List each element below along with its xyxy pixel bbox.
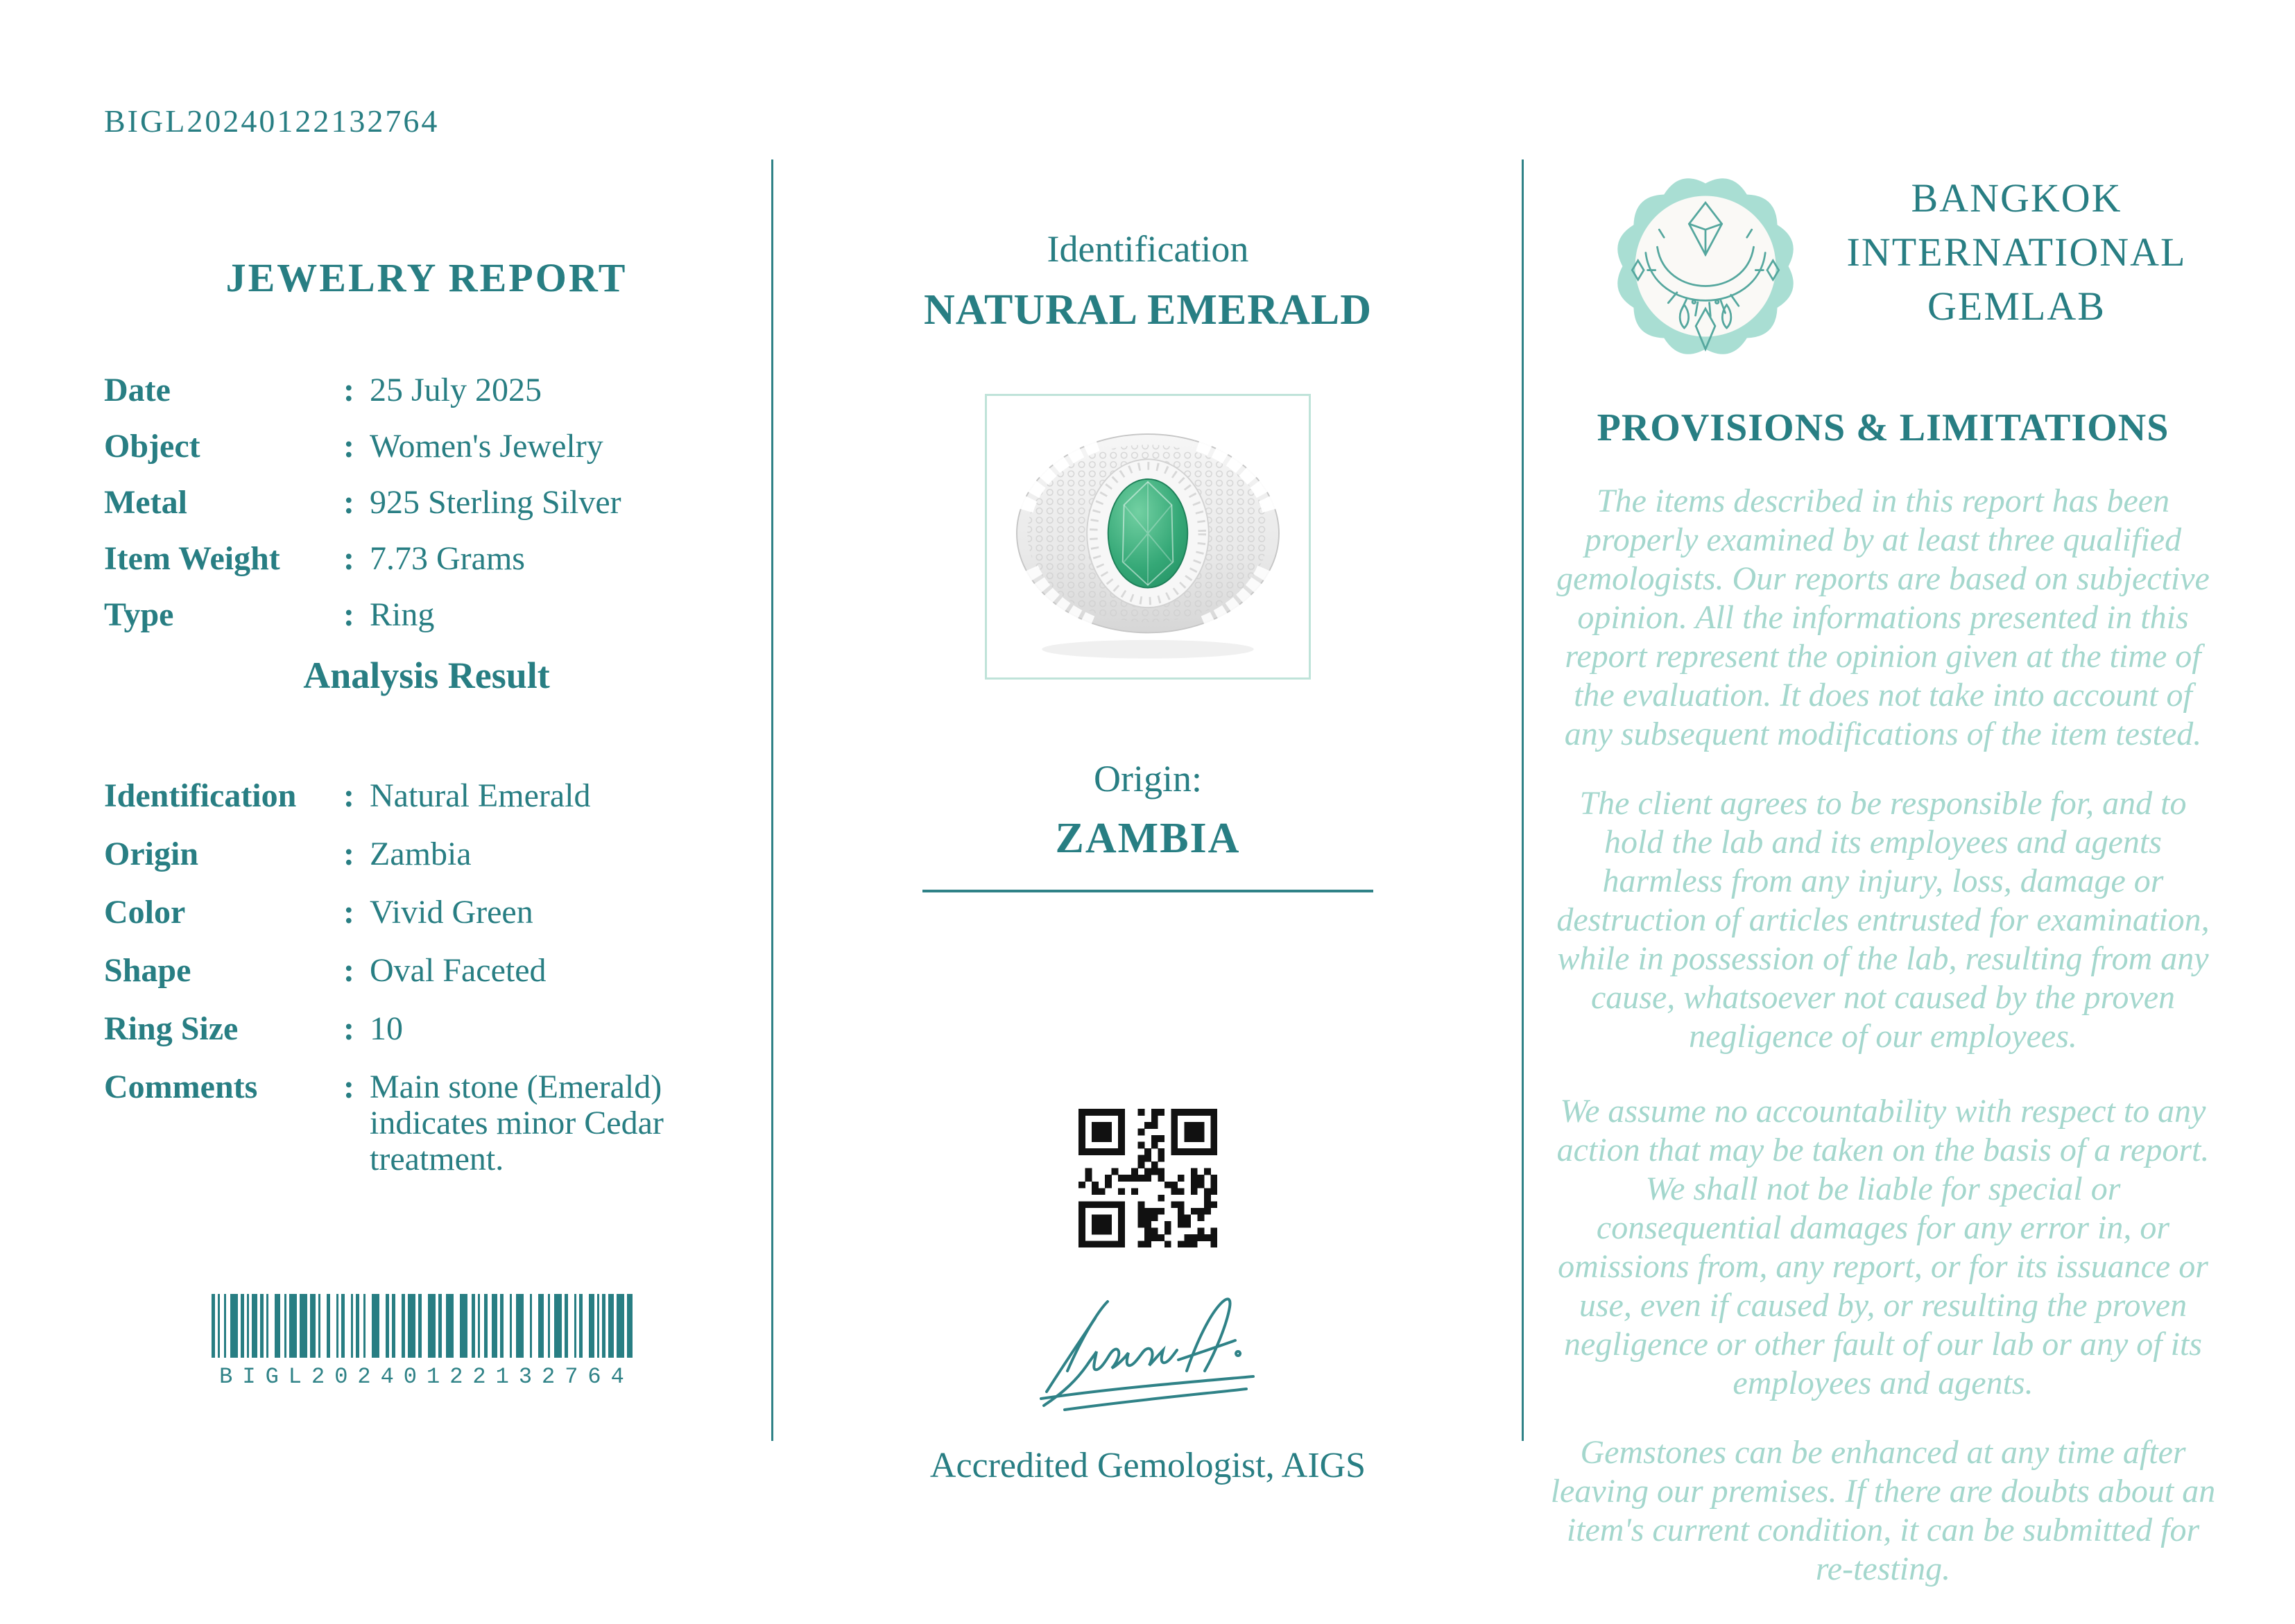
qr-code xyxy=(1078,1109,1217,1247)
colon: : xyxy=(343,371,354,408)
barcode-bars-icon xyxy=(212,1294,642,1358)
gemlab-logo-icon xyxy=(1609,170,1802,363)
analysis-value: Vivid Green xyxy=(370,894,533,931)
detail-label: Metal xyxy=(104,483,187,521)
colon: : xyxy=(343,952,354,990)
emerald-ring-icon xyxy=(1002,404,1293,669)
qr-code-icon xyxy=(1078,1109,1217,1247)
colon: : xyxy=(343,427,354,465)
lab-name-line: INTERNATIONAL xyxy=(1846,230,2187,275)
barcode xyxy=(212,1294,642,1390)
identification-heading: Identification xyxy=(1047,228,1249,270)
analysis-result-title: Analysis Result xyxy=(303,654,550,696)
detail-value: Women's Jewelry xyxy=(370,427,603,465)
detail-row-date xyxy=(104,372,749,408)
detail-label: Type xyxy=(104,596,174,633)
gemologist-signature xyxy=(1013,1288,1283,1433)
origin-divider-line xyxy=(922,890,1373,892)
colon: : xyxy=(343,1010,354,1048)
colon: : xyxy=(343,596,354,633)
analysis-value: Main stone (Emerald) indicates minor Cedar treatment. xyxy=(370,1069,664,1178)
colon: : xyxy=(343,483,354,521)
analysis-rows xyxy=(104,778,749,1177)
colon: : xyxy=(343,836,354,873)
analysis-label: Shape xyxy=(104,952,191,990)
detail-value: Ring xyxy=(370,596,435,633)
provisions-paragraph-4: Gemstones can be enhanced at any time after leaving our premises. If there are doubts about an item's current condition, it can be submitted for re-testing. xyxy=(1550,1434,2216,1588)
column-divider-right xyxy=(1522,159,1524,1441)
analysis-label: Color xyxy=(104,894,186,931)
analysis-value: 10 xyxy=(370,1010,403,1048)
detail-label: Date xyxy=(104,371,171,408)
analysis-value: Oval Faceted xyxy=(370,952,547,990)
provisions-paragraph-3: We assume no accountability with respect to any action that may be taken on the basis of a report. We shall not be liable for special or consequential damages for any error in, or omissions from, any report, or for its issuance or use, even if caused by, or resulting the proven negligence or other fault of our lab or any of its employees and agents. xyxy=(1556,1093,2210,1402)
identification-result: NATURAL EMERALD xyxy=(924,286,1372,334)
column-divider-left xyxy=(771,159,773,1441)
ring-photo xyxy=(985,394,1311,680)
analysis-row-ring-size xyxy=(104,1011,749,1047)
provisions-heading: PROVISIONS & LIMITATIONS xyxy=(1597,406,2169,449)
analysis-value: Zambia xyxy=(370,836,472,873)
detail-row-metal xyxy=(104,485,749,521)
detail-value: 925 Sterling Silver xyxy=(370,483,621,521)
colon: : xyxy=(343,539,354,577)
analysis-row-shape xyxy=(104,953,749,989)
provisions-paragraph-1: The items described in this report has been properly examined by at least three qualified gemologists. Our reports are based on subjective opinion. All the informations presented in this report represent the opinion given at the time of the evaluation. It does not take into account of any subsequent modifications of the item tested. xyxy=(1556,483,2210,753)
certificate-number: BIGL20240122132764 xyxy=(104,103,440,139)
analysis-row-color xyxy=(104,895,749,931)
barcode-text: BIGL20240122132764 xyxy=(219,1364,634,1390)
analysis-label: Ring Size xyxy=(104,1010,239,1048)
detail-rows xyxy=(104,372,749,633)
analysis-value: Natural Emerald xyxy=(370,777,591,815)
analysis-row-origin xyxy=(104,836,749,872)
lab-column xyxy=(1550,163,2216,1589)
detail-row-item-weight xyxy=(104,541,749,577)
report-title: JEWELRY REPORT xyxy=(225,254,628,300)
origin-value: ZAMBIA xyxy=(1055,814,1241,862)
analysis-row-comments xyxy=(104,1069,749,1177)
lab-name-line: GEMLAB xyxy=(1927,284,2106,329)
analysis-label: Comments xyxy=(104,1069,258,1106)
provisions-paragraph-2: The client agrees to be responsible for, and to hold the lab and its employees and agents harmless from any injury, loss, damage or destruction of articles entrusted for examination, while in possession of the lab, resulting from any cause, whatsoever not caused by the proven negligence of our employees. xyxy=(1556,785,2210,1055)
lab-name xyxy=(1817,171,2216,334)
report-details-column xyxy=(104,229,749,1390)
lab-name-line: BANGKOK xyxy=(1911,175,2122,221)
detail-label: Item Weight xyxy=(104,539,280,577)
analysis-row-identification xyxy=(104,778,749,814)
signature-hashim-icon xyxy=(1013,1288,1283,1433)
analysis-label: Origin xyxy=(104,836,199,873)
detail-value: 25 July 2025 xyxy=(370,371,542,408)
identification-column xyxy=(791,229,1505,1485)
detail-value: 7.73 Grams xyxy=(370,539,525,577)
lab-header xyxy=(1550,163,2216,364)
gemologist-title: Accredited Gemologist, AIGS xyxy=(929,1446,1366,1486)
detail-label: Object xyxy=(104,427,200,465)
detail-row-type xyxy=(104,597,749,633)
analysis-label: Identification xyxy=(104,777,297,815)
colon: : xyxy=(343,894,354,931)
origin-label: Origin: xyxy=(1094,757,1202,800)
detail-row-object xyxy=(104,429,749,465)
colon: : xyxy=(343,1069,354,1106)
colon: : xyxy=(343,777,354,815)
